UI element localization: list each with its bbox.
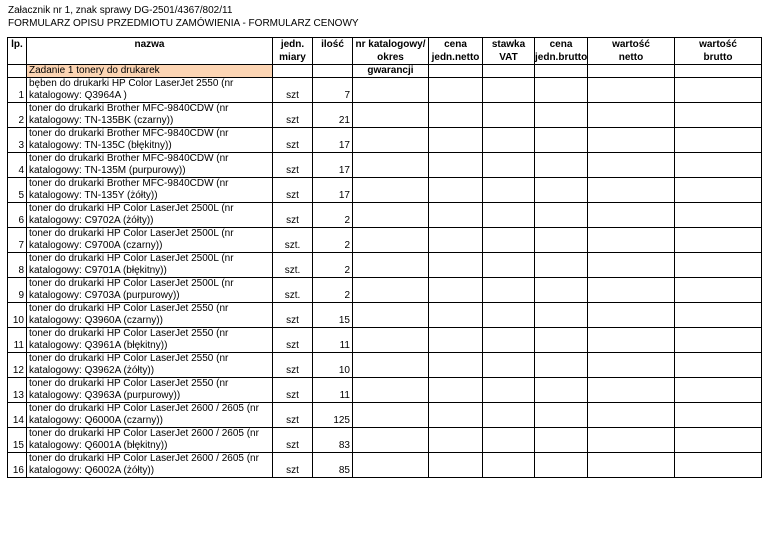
- row-nr-katalogowy: [353, 178, 429, 203]
- row-wartosc-netto: [588, 303, 675, 328]
- row-nazwa: [27, 353, 273, 378]
- row-lp: 15: [8, 428, 27, 453]
- row-stawka-vat: [483, 78, 535, 103]
- col-wartosc-brutto: wartość brutto: [675, 38, 762, 65]
- table-row: [8, 128, 762, 153]
- row-wartosc-netto: [588, 453, 675, 478]
- row-wartosc-netto: [588, 353, 675, 378]
- row-wartosc-brutto: [675, 178, 762, 203]
- row-nazwa: [27, 278, 273, 303]
- row-nazwa: [27, 378, 273, 403]
- row-qty: 17: [313, 178, 353, 203]
- row-cena-netto: [429, 278, 483, 303]
- row-wartosc-netto: [588, 153, 675, 178]
- row-cena-brutto: [535, 78, 588, 103]
- row-nr-katalogowy: [353, 328, 429, 353]
- row-stawka-vat: [483, 128, 535, 153]
- row-nazwa-line2: katalogowy: Q3962A (żółty)): [29, 365, 155, 376]
- row-nazwa-line1: toner do drukarki HP Color LaserJet 2600 / 2605 (nr: [29, 403, 259, 414]
- row-lp: 4: [8, 153, 27, 178]
- row-stawka-vat: [483, 228, 535, 253]
- row-nazwa: [27, 253, 273, 278]
- row-cena-brutto: [535, 353, 588, 378]
- row-wartosc-brutto: [675, 153, 762, 178]
- row-cena-brutto: [535, 278, 588, 303]
- row-nr-katalogowy: [353, 78, 429, 103]
- row-unit: szt: [273, 178, 313, 203]
- table-row: [8, 78, 762, 103]
- row-nazwa-line2: katalogowy: C9702A (żółty)): [29, 215, 154, 226]
- row-cena-netto: [429, 453, 483, 478]
- row-nr-katalogowy: [353, 378, 429, 403]
- row-nazwa: [27, 403, 273, 428]
- row-stawka-vat: [483, 403, 535, 428]
- row-nazwa-line2: katalogowy: TN-135Y (żółty)): [29, 190, 158, 201]
- row-cena-brutto: [535, 203, 588, 228]
- row-unit: szt: [273, 303, 313, 328]
- row-unit: szt.: [273, 278, 313, 303]
- col-cena-netto: cena jedn.netto: [429, 38, 483, 65]
- row-stawka-vat: [483, 253, 535, 278]
- row-lp: 7: [8, 228, 27, 253]
- row-cena-netto: [429, 103, 483, 128]
- row-nazwa-line1: toner do drukarki HP Color LaserJet 2600 / 2605 (nr: [29, 428, 259, 439]
- row-nr-katalogowy: [353, 353, 429, 378]
- row-unit: szt: [273, 103, 313, 128]
- row-unit: szt: [273, 428, 313, 453]
- row-unit: szt: [273, 153, 313, 178]
- row-nr-katalogowy: [353, 228, 429, 253]
- row-nazwa-line1: toner do drukarki HP Color LaserJet 2600 / 2605 (nr: [29, 453, 259, 464]
- row-nr-katalogowy: [353, 428, 429, 453]
- row-nazwa-line2: katalogowy: Q6000A (czarny)): [29, 415, 163, 426]
- row-nazwa-line2: katalogowy: TN-135C (błękitny)): [29, 140, 172, 151]
- row-nazwa: [27, 78, 273, 103]
- row-wartosc-netto: [588, 78, 675, 103]
- row-nazwa-line2: katalogowy: Q3963A (purpurowy)): [29, 390, 181, 401]
- row-qty: 11: [313, 378, 353, 403]
- row-cena-netto: [429, 253, 483, 278]
- row-unit: szt.: [273, 228, 313, 253]
- table-row: [8, 328, 762, 353]
- table-row: [8, 203, 762, 228]
- row-wartosc-netto: [588, 203, 675, 228]
- row-nazwa-line1: toner do drukarki HP Color LaserJet 2550 (nr: [29, 303, 229, 314]
- row-wartosc-brutto: [675, 128, 762, 153]
- row-unit: szt: [273, 378, 313, 403]
- row-qty: 7: [313, 78, 353, 103]
- row-cena-netto: [429, 353, 483, 378]
- table-row: [8, 353, 762, 378]
- row-nr-katalogowy: [353, 253, 429, 278]
- row-nazwa-line1: toner do drukarki HP Color LaserJet 2550 (nr: [29, 328, 229, 339]
- row-nazwa-line1: toner do drukarki Brother MFC-9840CDW (nr: [29, 103, 229, 114]
- row-nazwa: [27, 128, 273, 153]
- row-nazwa: [27, 178, 273, 203]
- row-wartosc-brutto: [675, 228, 762, 253]
- row-lp: 2: [8, 103, 27, 128]
- table-row: [8, 103, 762, 128]
- row-nazwa: [27, 303, 273, 328]
- row-nazwa: [27, 153, 273, 178]
- row-cena-brutto: [535, 378, 588, 403]
- table-row: [8, 403, 762, 428]
- table-row: [8, 178, 762, 203]
- row-qty: 2: [313, 203, 353, 228]
- table-row: [8, 453, 762, 478]
- row-lp: 14: [8, 403, 27, 428]
- table-row: [8, 278, 762, 303]
- row-wartosc-netto: [588, 178, 675, 203]
- row-nr-katalogowy: [353, 403, 429, 428]
- row-unit: szt: [273, 78, 313, 103]
- row-qty: 83: [313, 428, 353, 453]
- document-title: FORMULARZ OPISU PRZEDMIOTU ZAMÓWIENIA - FORMULARZ CENOWY: [8, 18, 359, 29]
- row-cena-brutto: [535, 128, 588, 153]
- col-ilosc: ilość: [313, 38, 353, 65]
- row-wartosc-brutto: [675, 328, 762, 353]
- col-nazwa: nazwa: [27, 38, 273, 65]
- row-wartosc-netto: [588, 378, 675, 403]
- row-lp: 11: [8, 328, 27, 353]
- row-cena-brutto: [535, 403, 588, 428]
- row-cena-netto: [429, 303, 483, 328]
- row-lp: 9: [8, 278, 27, 303]
- row-wartosc-brutto: [675, 378, 762, 403]
- row-nazwa-line2: katalogowy: Q3960A (czarny)): [29, 315, 163, 326]
- row-stawka-vat: [483, 178, 535, 203]
- row-nazwa-line2: katalogowy: Q3961A (błękitny)): [29, 340, 168, 351]
- table-row: [8, 228, 762, 253]
- document-reference: Załacznik nr 1, znak sprawy DG-2501/4367/802/11: [8, 5, 233, 16]
- row-nazwa: [27, 453, 273, 478]
- row-nazwa: [27, 228, 273, 253]
- row-unit: szt.: [273, 253, 313, 278]
- row-wartosc-brutto: [675, 203, 762, 228]
- row-nazwa-line2: katalogowy: C9703A (purpurowy)): [29, 290, 180, 301]
- row-lp: 5: [8, 178, 27, 203]
- row-nazwa-line2: katalogowy: TN-135BK (czarny)): [29, 115, 174, 126]
- row-stawka-vat: [483, 378, 535, 403]
- row-cena-netto: [429, 378, 483, 403]
- row-qty: 21: [313, 103, 353, 128]
- row-wartosc-netto: [588, 328, 675, 353]
- row-wartosc-netto: [588, 128, 675, 153]
- row-cena-brutto: [535, 453, 588, 478]
- row-cena-netto: [429, 228, 483, 253]
- row-lp: 8: [8, 253, 27, 278]
- row-qty: 2: [313, 278, 353, 303]
- row-cena-netto: [429, 328, 483, 353]
- row-stawka-vat: [483, 328, 535, 353]
- row-cena-netto: [429, 153, 483, 178]
- row-nazwa-line2: katalogowy: Q6001A (błękitny)): [29, 440, 168, 451]
- row-lp: 16: [8, 453, 27, 478]
- row-qty: 17: [313, 128, 353, 153]
- row-cena-netto: [429, 403, 483, 428]
- table-row: [8, 153, 762, 178]
- col-wartosc-netto: wartość netto: [588, 38, 675, 65]
- row-stawka-vat: [483, 278, 535, 303]
- row-wartosc-brutto: [675, 278, 762, 303]
- row-qty: 85: [313, 453, 353, 478]
- row-wartosc-netto: [588, 428, 675, 453]
- row-nazwa-line2: katalogowy: C9701A (błękitny)): [29, 265, 167, 276]
- row-cena-brutto: [535, 328, 588, 353]
- row-stawka-vat: [483, 103, 535, 128]
- row-cena-netto: [429, 428, 483, 453]
- row-unit: szt: [273, 328, 313, 353]
- row-nazwa: [27, 203, 273, 228]
- row-lp: 3: [8, 128, 27, 153]
- row-nazwa-line1: toner do drukarki Brother MFC-9840CDW (nr: [29, 178, 229, 189]
- row-unit: szt: [273, 203, 313, 228]
- row-lp: 13: [8, 378, 27, 403]
- col-lp: lp.: [8, 38, 27, 65]
- row-unit: szt: [273, 353, 313, 378]
- row-wartosc-brutto: [675, 428, 762, 453]
- row-unit: szt: [273, 453, 313, 478]
- row-nr-katalogowy: [353, 203, 429, 228]
- row-stawka-vat: [483, 453, 535, 478]
- row-wartosc-brutto: [675, 253, 762, 278]
- row-cena-netto: [429, 128, 483, 153]
- table-row: [8, 378, 762, 403]
- row-lp: 10: [8, 303, 27, 328]
- price-form-table: [7, 37, 762, 478]
- row-cena-brutto: [535, 103, 588, 128]
- row-wartosc-netto: [588, 278, 675, 303]
- row-cena-brutto: [535, 178, 588, 203]
- row-qty: 17: [313, 153, 353, 178]
- row-nr-katalogowy: [353, 453, 429, 478]
- row-lp: 1: [8, 78, 27, 103]
- row-qty: 11: [313, 328, 353, 353]
- row-stawka-vat: [483, 203, 535, 228]
- table-row: [8, 428, 762, 453]
- row-unit: szt: [273, 403, 313, 428]
- row-qty: 15: [313, 303, 353, 328]
- table-row: [8, 303, 762, 328]
- row-nazwa-line2: katalogowy: TN-135M (purpurowy)): [29, 165, 186, 176]
- row-unit: szt: [273, 128, 313, 153]
- row-nazwa-line1: toner do drukarki HP Color LaserJet 2550 (nr: [29, 378, 229, 389]
- row-wartosc-brutto: [675, 453, 762, 478]
- row-wartosc-brutto: [675, 353, 762, 378]
- row-stawka-vat: [483, 153, 535, 178]
- row-wartosc-brutto: [675, 78, 762, 103]
- row-nazwa-line1: toner do drukarki HP Color LaserJet 2500L (nr: [29, 278, 234, 289]
- row-nazwa: [27, 428, 273, 453]
- row-nr-katalogowy: [353, 128, 429, 153]
- row-nazwa-line2: katalogowy: Q3964A ): [29, 90, 127, 101]
- row-lp: 12: [8, 353, 27, 378]
- col-nr-katalogowy: nr katalogowy/ okres gwarancji: [353, 38, 429, 65]
- row-wartosc-netto: [588, 403, 675, 428]
- table-header-row: [8, 38, 762, 65]
- row-wartosc-brutto: [675, 303, 762, 328]
- row-nazwa-line1: toner do drukarki HP Color LaserJet 2500L (nr: [29, 228, 234, 239]
- row-cena-brutto: [535, 428, 588, 453]
- row-nazwa-line1: toner do drukarki Brother MFC-9840CDW (nr: [29, 128, 229, 139]
- row-lp: 6: [8, 203, 27, 228]
- row-cena-brutto: [535, 153, 588, 178]
- row-qty: 2: [313, 228, 353, 253]
- row-wartosc-netto: [588, 228, 675, 253]
- row-nazwa-line1: toner do drukarki Brother MFC-9840CDW (nr: [29, 153, 229, 164]
- col-jedn-miary: jedn. miary: [273, 38, 313, 65]
- row-qty: 10: [313, 353, 353, 378]
- row-nr-katalogowy: [353, 278, 429, 303]
- row-stawka-vat: [483, 303, 535, 328]
- row-wartosc-netto: [588, 253, 675, 278]
- row-stawka-vat: [483, 353, 535, 378]
- row-nazwa-line2: katalogowy: Q6002A (żółty)): [29, 465, 155, 476]
- row-nazwa-line1: bęben do drukarki HP Color LaserJet 2550 (nr: [29, 78, 234, 89]
- table-row: [8, 253, 762, 278]
- row-nazwa: [27, 328, 273, 353]
- row-nazwa-line1: toner do drukarki HP Color LaserJet 2500L (nr: [29, 203, 234, 214]
- row-wartosc-netto: [588, 103, 675, 128]
- section-title: Zadanie 1 tonery do drukarek: [27, 65, 273, 78]
- row-wartosc-brutto: [675, 403, 762, 428]
- row-nr-katalogowy: [353, 303, 429, 328]
- row-nazwa-line1: toner do drukarki HP Color LaserJet 2500L (nr: [29, 253, 234, 264]
- row-nazwa-line2: katalogowy: C9700A (czarny)): [29, 240, 163, 251]
- row-wartosc-brutto: [675, 103, 762, 128]
- row-cena-netto: [429, 178, 483, 203]
- col-cena-brutto: cena jedn.brutto: [535, 39, 588, 63]
- row-stawka-vat: [483, 428, 535, 453]
- row-cena-brutto: [535, 228, 588, 253]
- row-nazwa-line1: toner do drukarki HP Color LaserJet 2550 (nr: [29, 353, 229, 364]
- col-stawka-vat: stawka VAT: [483, 38, 535, 65]
- row-qty: 125: [313, 403, 353, 428]
- row-cena-brutto: [535, 303, 588, 328]
- row-cena-netto: [429, 78, 483, 103]
- row-qty: 2: [313, 253, 353, 278]
- row-nazwa: [27, 103, 273, 128]
- row-nr-katalogowy: [353, 103, 429, 128]
- row-nr-katalogowy: [353, 153, 429, 178]
- row-cena-brutto: [535, 253, 588, 278]
- row-cena-netto: [429, 203, 483, 228]
